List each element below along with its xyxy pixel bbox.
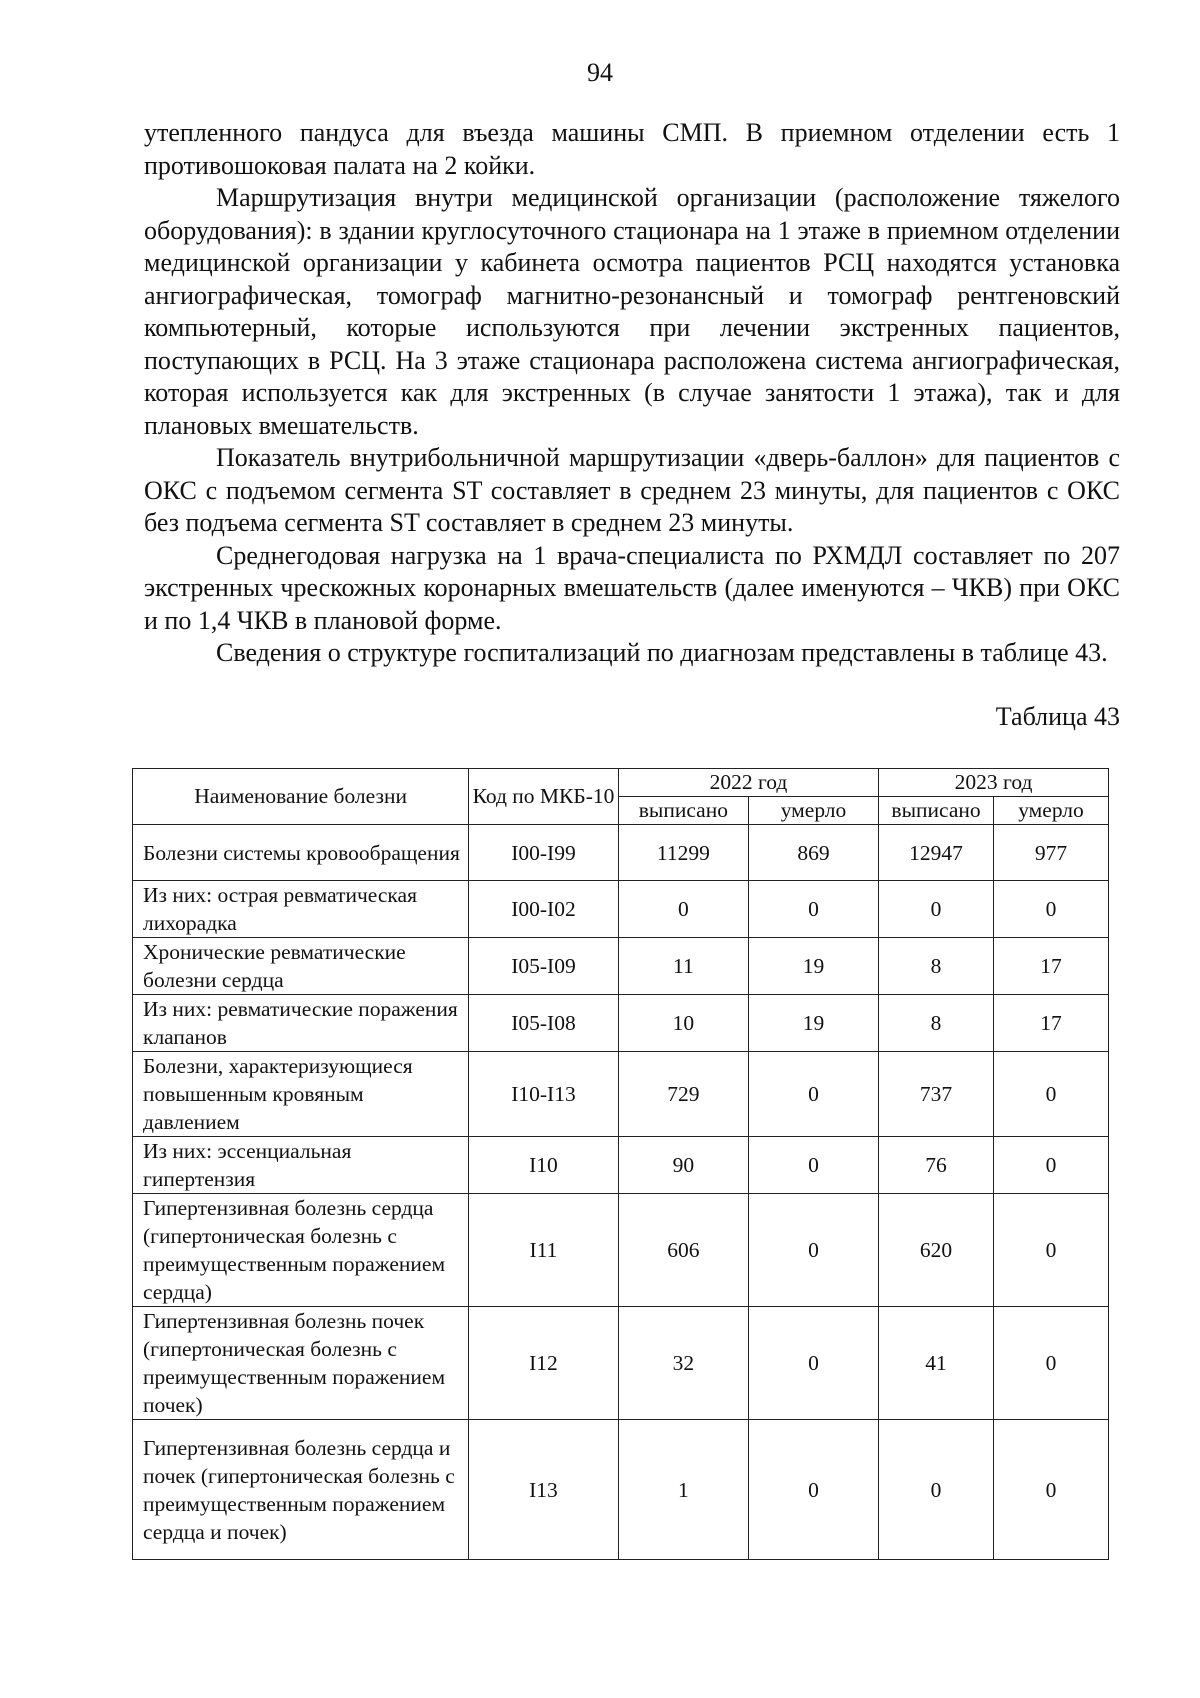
header-2022-discharged: выписано (618, 797, 748, 825)
cell-2022-discharged: 1 (618, 1420, 748, 1560)
cell-2022-died: 0 (748, 1307, 878, 1420)
cell-disease-name: Болезни системы кровообращения (133, 825, 469, 881)
paragraph-1: утепленного пандуса для въезда машины СМП. В приемном отделении есть 1 противошоковая палата на 2 койки. (144, 118, 1120, 180)
header-2022-died: умерло (748, 797, 878, 825)
cell-icd-code: I10-I13 (469, 1052, 619, 1137)
cell-2023-died: 0 (994, 1420, 1109, 1560)
header-year-2023: 2023 год (879, 769, 1109, 797)
paragraph-4: Среднегодовая нагрузка на 1 врача-специалиста по РХМДЛ составляет по 207 экстренных чрескожных коронарных вмешательств (далее именуются – ЧКВ) при ОКС и по 1,4 ЧКВ в плановой форме. (144, 540, 1120, 635)
paragraph-2: Маршрутизация внутри медицинской организации (расположение тяжелого оборудования): в здании круглосуточного стационара на 1 этаже в приемном отделении медицинской организации у кабинета осмотра пациентов РСЦ находятся установка ангиографическая, томограф магнитно-резонансный и томограф рентгеновский компьютерный, которые используются при лечении экстренных пациентов, поступающих в РСЦ. На 3 этаже стационара расположена система ангиографическая, которая используется как для экстренных (в случае занятости 1 этажа), так и для плановых вмешательств. (144, 183, 1120, 440)
cell-disease-name: Гипертензивная болезнь почек (гипертоническая болезнь с преимущественным поражением почек) (133, 1307, 469, 1420)
table-row (133, 938, 1109, 995)
table-row (133, 1137, 1109, 1194)
cell-2022-discharged: 90 (618, 1137, 748, 1194)
cell-2023-discharged: 0 (879, 1420, 994, 1560)
cell-2022-died: 869 (748, 825, 878, 881)
cell-2023-died: 0 (994, 1137, 1109, 1194)
page-number: 94 (587, 58, 613, 87)
cell-2023-discharged: 8 (879, 995, 994, 1052)
hospitalization-table (132, 768, 1109, 1560)
cell-2022-died: 0 (748, 1052, 878, 1137)
cell-2023-died: 17 (994, 938, 1109, 995)
table-row (133, 1420, 1109, 1560)
table-header (133, 769, 1109, 825)
cell-disease-name: Из них: ревматические поражения клапанов (133, 995, 469, 1052)
cell-2023-died: 0 (994, 881, 1109, 938)
header-disease-name: Наименование болезни (133, 769, 469, 825)
cell-disease-name: Из них: острая ревматическая лихорадка (133, 881, 469, 938)
cell-2023-discharged: 8 (879, 938, 994, 995)
cell-disease-name: Хронические ревматические болезни сердца (133, 938, 469, 995)
cell-2022-died: 0 (748, 881, 878, 938)
cell-2023-died: 0 (994, 1052, 1109, 1137)
cell-icd-code: I12 (469, 1307, 619, 1420)
cell-2022-died: 19 (748, 938, 878, 995)
cell-2023-discharged: 12947 (879, 825, 994, 881)
table-row (133, 881, 1109, 938)
cell-2023-died: 17 (994, 995, 1109, 1052)
table-row (133, 1052, 1109, 1137)
cell-2022-discharged: 32 (618, 1307, 748, 1420)
header-row-top (133, 769, 1109, 797)
cell-disease-name: Гипертензивная болезнь сердца и почек (гипертоническая болезнь с преимущественным поражением сердца и почек) (133, 1420, 469, 1560)
table-row (133, 825, 1109, 881)
cell-2022-died: 0 (748, 1137, 878, 1194)
cell-icd-code: I13 (469, 1420, 619, 1560)
cell-2022-discharged: 10 (618, 995, 748, 1052)
table-row (133, 995, 1109, 1052)
cell-2022-discharged: 606 (618, 1194, 748, 1307)
cell-2023-died: 0 (994, 1307, 1109, 1420)
cell-2023-discharged: 620 (879, 1194, 994, 1307)
cell-2023-discharged: 41 (879, 1307, 994, 1420)
header-2023-discharged: выписано (879, 797, 994, 825)
header-year-2022: 2022 год (618, 769, 878, 797)
cell-icd-code: I00-I02 (469, 881, 619, 938)
cell-icd-code: I05-I08 (469, 995, 619, 1052)
cell-disease-name: Из них: эссенциальная гипертензия (133, 1137, 469, 1194)
cell-2022-discharged: 11299 (618, 825, 748, 881)
cell-2022-discharged: 729 (618, 1052, 748, 1137)
cell-icd-code: I05-I09 (469, 938, 619, 995)
cell-disease-name: Болезни, характеризующиеся повышенным кровяным давлением (133, 1052, 469, 1137)
paragraph-3: Показатель внутрибольничной маршрутизации «дверь-баллон» для пациентов с ОКС с подъемом сегмента ST составляет в среднем 23 минуты, для пациентов с ОКС без подъема сегмента ST составляет в среднем 23 минуты. (144, 443, 1120, 537)
cell-2022-discharged: 11 (618, 938, 748, 995)
cell-2023-died: 977 (994, 825, 1109, 881)
table-row (133, 1194, 1109, 1307)
header-2023-died: умерло (994, 797, 1109, 825)
cell-disease-name: Гипертензивная болезнь сердца (гипертоническая болезнь с преимущественным поражением сердца) (133, 1194, 469, 1307)
cell-2023-discharged: 0 (879, 881, 994, 938)
cell-icd-code: I10 (469, 1137, 619, 1194)
cell-2023-died: 0 (994, 1194, 1109, 1307)
paragraph-5: Сведения о структуре госпитализаций по диагнозам представлены в таблице 43. (216, 638, 1108, 667)
cell-icd-code: I11 (469, 1194, 619, 1307)
cell-2023-discharged: 76 (879, 1137, 994, 1194)
cell-2023-discharged: 737 (879, 1052, 994, 1137)
cell-2022-died: 0 (748, 1420, 878, 1560)
header-icd-code: Код по МКБ-10 (469, 769, 619, 825)
cell-2022-discharged: 0 (618, 881, 748, 938)
table-caption: Таблица 43 (995, 702, 1120, 731)
cell-icd-code: I00-I99 (469, 825, 619, 881)
body-text (144, 117, 1120, 670)
cell-2022-died: 19 (748, 995, 878, 1052)
cell-2022-died: 0 (748, 1194, 878, 1307)
table-body (133, 825, 1109, 1560)
table-row (133, 1307, 1109, 1420)
